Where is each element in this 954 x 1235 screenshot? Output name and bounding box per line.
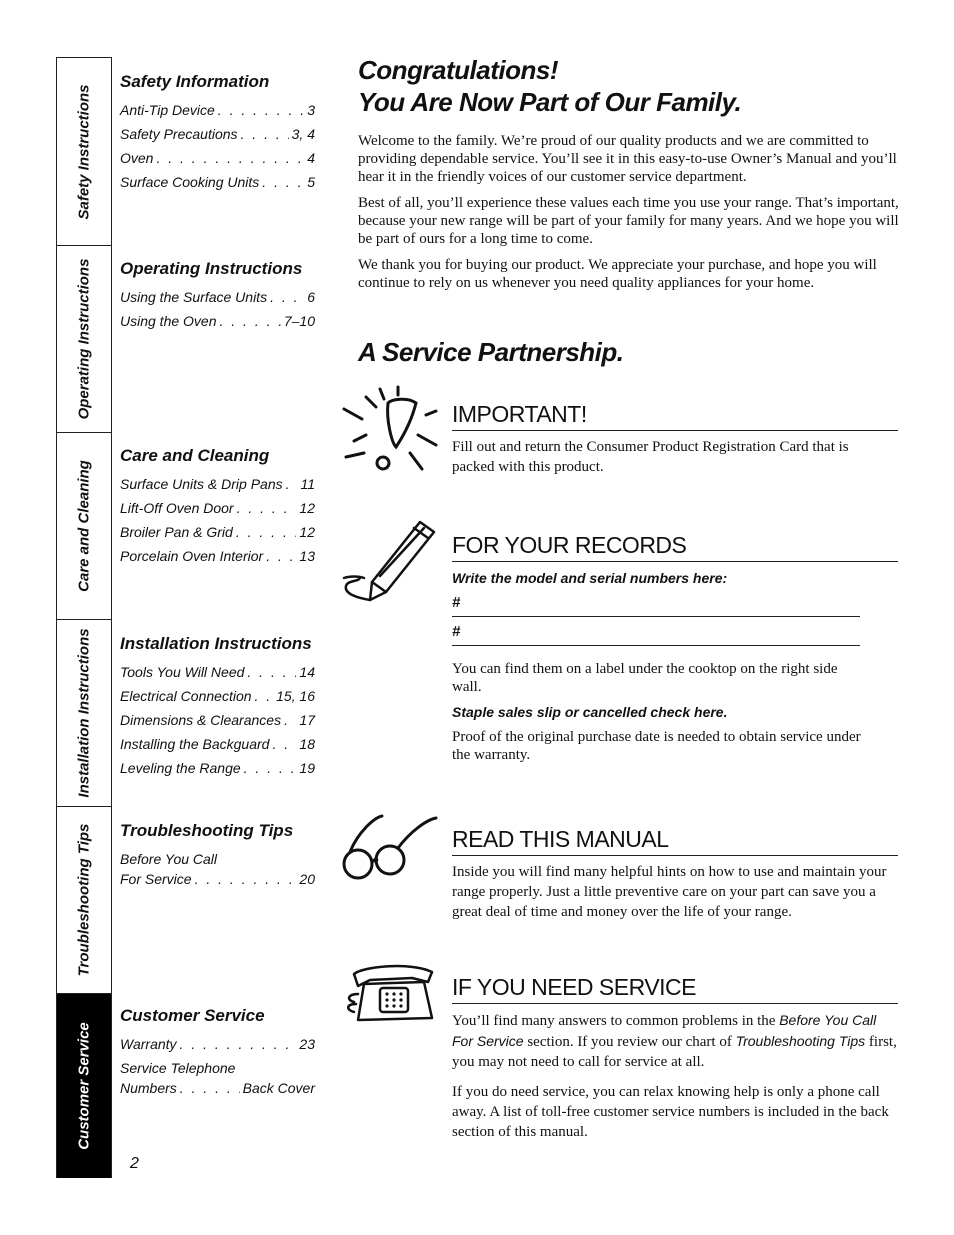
service-section bbox=[340, 960, 900, 1150]
model-number-field[interactable]: # bbox=[452, 594, 860, 617]
section-heading: IF YOU NEED SERVICE bbox=[452, 974, 898, 1004]
toc-entry[interactable]: Broiler Pan & Grid . . . 12 bbox=[120, 522, 315, 546]
service-paragraph-1: You’ll find many answers to common problems in the Before You Call For Service section. If you review our chart of Troubleshooting Tips first, you may not need to call for service at all. bbox=[452, 1012, 897, 1070]
ref-before-you-call[interactable]: Before You Call For Service bbox=[452, 1012, 877, 1049]
eyeglasses-icon bbox=[340, 812, 444, 892]
toc-heading: Troubleshooting Tips bbox=[120, 821, 294, 840]
toc-heading: Installation Instructions bbox=[120, 634, 312, 653]
section-title: A Service Partnership. bbox=[358, 337, 624, 367]
toc-entry[interactable]: Service Telephone Numbers . . . Back Cover bbox=[120, 1058, 315, 1098]
side-tab-label: Troubleshooting Tips bbox=[75, 823, 93, 977]
service-paragraph-2: If you do need service, you can relax knowing help is only a phone call away. A list of toll-free customer service numbers is included in the back section of this manual. bbox=[452, 1084, 889, 1140]
page-number: 2 bbox=[130, 1155, 139, 1172]
toc-entry[interactable]: Surface Cooking Units . . . 5 bbox=[120, 172, 315, 196]
ref-troubleshooting-tips[interactable]: Troubleshooting Tips bbox=[735, 1033, 866, 1049]
toc-installation bbox=[120, 634, 315, 782]
side-tab-label: Customer Service bbox=[75, 1022, 93, 1150]
pencil-icon bbox=[340, 518, 444, 604]
toc-heading: Safety Information bbox=[120, 72, 270, 91]
intro-paragraph: Best of all, you’ll experience these values each time you use your range. That’s important, because your new range will be part of your family for many years. And we hope you will be part of ours for a long time to come. bbox=[358, 195, 899, 247]
records-section bbox=[340, 518, 900, 778]
side-tab-label: Installation Instructions bbox=[75, 628, 93, 798]
toc-entry[interactable]: Lift-Off Oven Door . . . 12 bbox=[120, 498, 315, 522]
toc-entry[interactable]: Installing the Backguard . . . 18 bbox=[120, 734, 315, 758]
side-tab-troubleshooting[interactable] bbox=[57, 806, 111, 993]
toc-entry[interactable]: Using the Oven . . . 7–10 bbox=[120, 311, 315, 335]
toc-entry[interactable]: Using the Surface Units . . . 6 bbox=[120, 287, 315, 311]
toc-heading: Care and Cleaning bbox=[120, 446, 270, 465]
serial-number-field[interactable]: # bbox=[452, 623, 860, 646]
side-tab-installation[interactable] bbox=[57, 619, 111, 806]
records-instruction: Write the model and serial numbers here: bbox=[452, 570, 728, 586]
toc-entry[interactable]: Surface Units & Drip Pans . . . 11 bbox=[120, 474, 315, 498]
toc-troubleshooting bbox=[120, 821, 315, 893]
toc-entry[interactable]: Anti-Tip Device . . . 3 bbox=[120, 100, 315, 124]
telephone-icon bbox=[340, 960, 444, 1026]
side-tab-label: Operating Instructions bbox=[75, 258, 93, 420]
toc-entry[interactable]: Oven . . . 4 bbox=[120, 148, 315, 172]
important-section bbox=[340, 385, 900, 485]
side-tab-customer-service[interactable] bbox=[57, 993, 111, 1178]
proof-text: Proof of the original purchase date is needed to obtain service under the warranty. bbox=[452, 729, 861, 763]
page-title-line2: You Are Now Part of Our Family. bbox=[358, 87, 742, 117]
section-heading: FOR YOUR RECORDS bbox=[452, 532, 898, 562]
toc-entry[interactable]: Porcelain Oven Interior . . . 13 bbox=[120, 546, 315, 570]
toc-heading: Customer Service bbox=[120, 1006, 265, 1025]
toc-safety bbox=[120, 72, 315, 196]
toc-entry[interactable]: Tools You Will Need . . . 14 bbox=[120, 662, 315, 686]
toc-customer-service bbox=[120, 1006, 315, 1102]
side-tab-operating[interactable] bbox=[57, 245, 111, 432]
toc-entry[interactable]: Leveling the Range . . . 19 bbox=[120, 758, 315, 782]
toc-entry[interactable]: Before You Call For Service . . . 20 bbox=[120, 849, 315, 889]
section-heading: READ THIS MANUAL bbox=[452, 826, 898, 856]
page-title-line1: Congratulations! bbox=[358, 55, 558, 85]
toc-entry[interactable]: Electrical Connection . . . 15, 16 bbox=[120, 686, 315, 710]
intro-section bbox=[358, 54, 900, 300]
side-tab-label: Safety Instructions bbox=[75, 83, 93, 220]
staple-instruction: Staple sales slip or cancelled check here. bbox=[452, 704, 728, 720]
toc-entry[interactable]: Safety Precautions . . . 3, 4 bbox=[120, 124, 315, 148]
toc-entry[interactable]: Dimensions & Clearances . . . 17 bbox=[120, 710, 315, 734]
section-heading: IMPORTANT! bbox=[452, 401, 898, 431]
side-tab-column bbox=[56, 57, 112, 1178]
toc-heading: Operating Instructions bbox=[120, 259, 303, 278]
important-text: Fill out and return the Consumer Product Registration Card that is packed with this product. bbox=[452, 439, 849, 475]
exclamation-icon bbox=[340, 385, 444, 477]
intro-paragraph: Welcome to the family. We’re proud of our quality products and we are committed to providing dependable service. You’ll see it in this easy-to-use Owner’s Manual and you’ll hear it in the friendly voices of our customer service department. bbox=[358, 133, 897, 185]
manual-text: Inside you will find many helpful hints on how to use and maintain your range properly. Just a little preventive care on your part can save you a great deal of time and money over the life of your range. bbox=[452, 864, 887, 920]
side-tab-label: Care and Cleaning bbox=[75, 460, 93, 592]
toc-care bbox=[120, 446, 315, 570]
manual-section bbox=[340, 812, 900, 932]
intro-paragraph: We thank you for buying our product. We appreciate your purchase, and hope you will continue to rely on us whenever you need quality appliances for your home. bbox=[358, 257, 877, 291]
toc-operating bbox=[120, 259, 315, 335]
side-tab-safety[interactable] bbox=[57, 58, 111, 245]
toc-entry[interactable]: Warranty . . . 23 bbox=[120, 1034, 315, 1058]
label-location-text: You can find them on a label under the cooktop on the right side wall. bbox=[452, 661, 838, 695]
partnership-heading-wrap bbox=[358, 336, 900, 368]
side-tab-care[interactable] bbox=[57, 432, 111, 619]
